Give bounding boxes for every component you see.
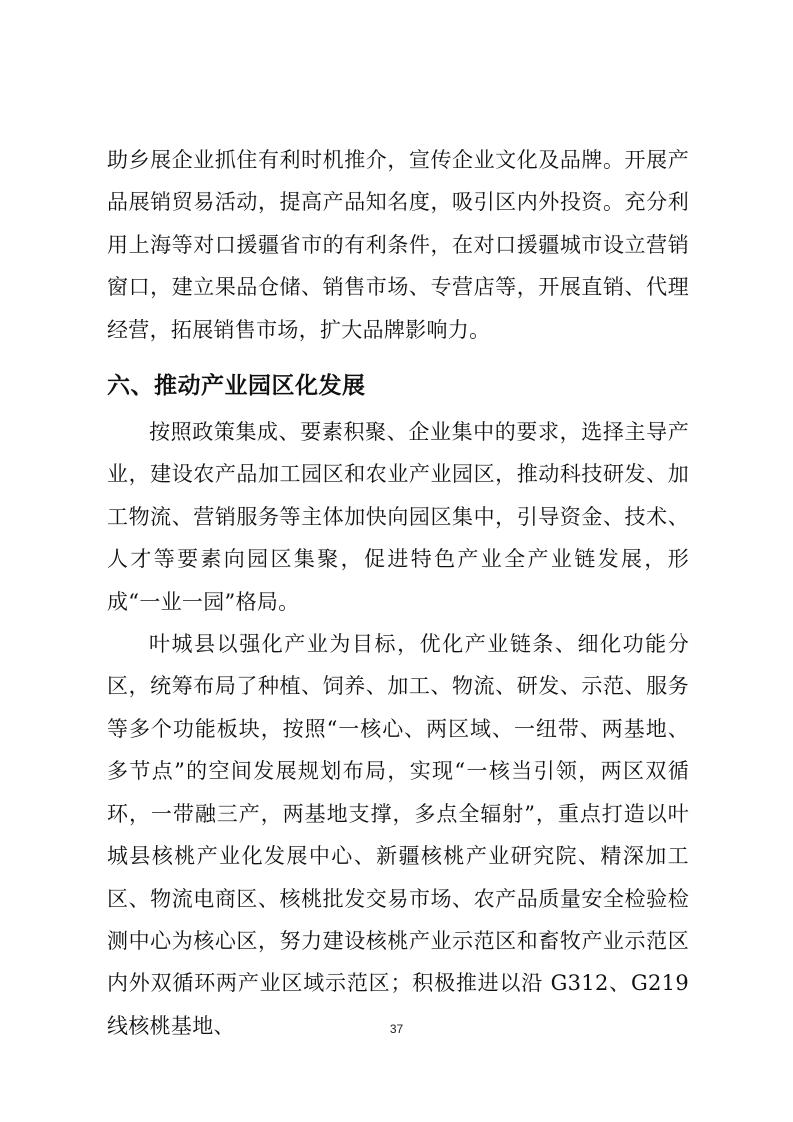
body-paragraph-continued: 助乡展企业抓住有利时机推介，宣传企业文化及品牌。开展产品展销贸易活动，提高产品知名度，吸引区内外投资。充分利用上海等对口援疆省市的有利条件，在对口援疆城市设立营销窗口，建立果品仓储、销售市场、专营店等，开展直销、代理经营，拓展销售市场，扩大品牌影响力。 bbox=[107, 148, 689, 342]
body-paragraph: 按照政策集成、要素积聚、企业集中的要求，选择主导产业，建设农产品加工园区和农业产业园区，推动科技研发、加工物流、营销服务等主体加快向园区集中，引导资金、技术、人才等要素向园区集聚，促进特色产业全产业链发展，形成“一业一园”格局。 bbox=[107, 420, 689, 614]
body-paragraph: 叶城县以强化产业为目标，优化产业链条、细化功能分区，统筹布局了种植、饲养、加工、物流、研发、示范、服务等多个功能板块，按照“一核心、两区域、一纽带、两基地、多节点”的空间发展规划布局，实现“一核当引领，两区双循环，一带融三产，两基地支撑，多点全辐射”，重点打造以叶城县核桃产业化发展中心、新疆核桃产业研究院、精深加工区、物流电商区、核桃批发交易市场、农产品质量安全检验检测中心为核心区，努力建设核桃产业示范区和畜牧产业示范区内外双循环两产业区域示范区；积极推进以沿 G312、G219 线核桃基地、 bbox=[107, 632, 689, 1038]
page-body bbox=[107, 139, 689, 1047]
section-heading: 六、推动产业园区化发展 bbox=[107, 373, 366, 400]
page-number: 37 bbox=[389, 1022, 404, 1036]
